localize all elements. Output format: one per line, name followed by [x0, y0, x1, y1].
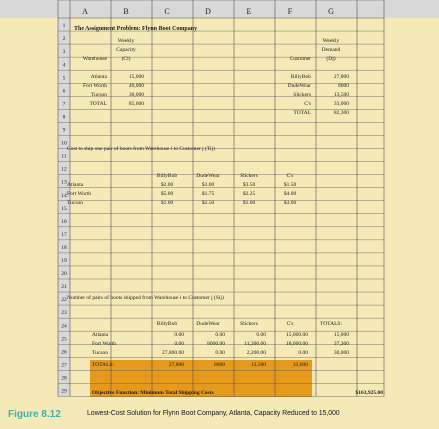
shipped-customer-header: C's — [286, 321, 294, 327]
row-number: 26 — [61, 349, 67, 356]
shipped-totals-header: TOTALS: — [319, 321, 343, 327]
cost-customer-header: BillyBob — [156, 173, 178, 179]
customer-name: BillyBob — [290, 74, 311, 80]
row-number: 12 — [61, 166, 67, 173]
row-number: 7 — [62, 101, 66, 108]
column-letter-a: A — [82, 7, 88, 16]
cost-block — [67, 145, 296, 206]
demand-heading-demand: Demand — [321, 47, 341, 53]
objective-value: $163,925.00 — [355, 390, 383, 396]
shipped-cell: 0.00 — [298, 350, 308, 356]
capacity-block — [83, 38, 145, 107]
demand-total-label: TOTAL — [293, 110, 311, 116]
row-number: 20 — [61, 271, 67, 278]
warehouse-name: Fort Worth — [82, 83, 107, 89]
shipped-column-total: 33,000 — [292, 362, 308, 368]
shipped-customer-header: BillyBob — [156, 321, 178, 327]
cost-cell: $1.75 — [201, 191, 215, 197]
shipped-customer-header: DudeWear — [196, 321, 220, 327]
demand-total-value: 82,300 — [333, 110, 349, 116]
row-number: 17 — [61, 231, 67, 238]
row-number: 28 — [61, 375, 67, 382]
row-number: 13 — [61, 179, 67, 186]
warehouse-header: Warehouse — [82, 56, 107, 62]
cost-cell: $4.00 — [283, 191, 297, 197]
row-number: 22 — [61, 297, 67, 304]
shipped-cell: 11,300.00 — [244, 341, 266, 347]
row-number: 18 — [61, 244, 67, 251]
cost-cell: $2.25 — [242, 191, 256, 197]
shipped-customer-header: Slickers — [240, 321, 258, 327]
row-number: 6 — [62, 88, 66, 95]
shipped-cell: 18,000.00 — [286, 341, 308, 347]
row-number: 4 — [62, 62, 66, 69]
warehouse-name: Atlanta — [90, 74, 107, 80]
column-letter-b: B — [123, 7, 129, 16]
demand-value: 27,800 — [333, 74, 349, 80]
capacity-ci-label: (Ci) — [121, 56, 131, 62]
row-number: 15 — [61, 205, 67, 212]
row-number: 16 — [61, 218, 67, 225]
row-number: 10 — [61, 140, 67, 147]
cost-cell: $1.00 — [242, 200, 256, 206]
shipped-row-total: 15,000 — [333, 332, 349, 338]
shipped-column-total: 13,500 — [250, 362, 266, 368]
demand-heading-weekly: Weekly — [322, 38, 340, 44]
cost-cell: $1.00 — [160, 200, 174, 206]
row-number: 14 — [61, 192, 67, 199]
cost-warehouse-name: Fort Worth — [67, 191, 92, 197]
shipped-cell: 8000.00 — [207, 341, 225, 347]
shipped-cell: 0.00 — [215, 332, 225, 338]
cost-cell: $3.50 — [242, 182, 256, 188]
demand-value: 33,000 — [333, 101, 349, 107]
cost-warehouse-name: Atlanta — [67, 182, 84, 188]
cost-cell: $2.00 — [160, 182, 174, 188]
shipped-row-total: 30,000 — [333, 350, 349, 356]
shipped-column-total: 8000 — [214, 362, 225, 368]
column-letter-d: D — [205, 7, 211, 16]
shipped-cell: 0.00 — [256, 332, 266, 338]
capacity-heading-weekly: Weekly — [117, 38, 135, 44]
column-letter-f: F — [287, 7, 293, 16]
column-letter-c: C — [164, 7, 170, 16]
customer-header: Customer — [289, 56, 311, 62]
demand-value: 13,500 — [333, 92, 349, 98]
row-number: 11 — [61, 153, 67, 160]
row-number: 21 — [61, 284, 67, 291]
row-number: 8 — [62, 114, 66, 121]
cost-customer-header: DudeWear — [196, 173, 220, 179]
customer-name: C's — [304, 101, 311, 107]
customer-name: DudeWear — [287, 83, 311, 89]
capacity-value: 15,000 — [128, 74, 144, 80]
shipped-cell: 27,800.00 — [162, 350, 184, 356]
cost-heading: Cost to ship one pair of boots from Warehouse i to Customer j (Tij) — [67, 146, 215, 152]
row-number: 9 — [62, 127, 66, 134]
capacity-value: 40,000 — [128, 83, 144, 89]
capacity-value: 30,000 — [128, 92, 144, 98]
cost-cell: $1.50 — [283, 182, 297, 188]
shipped-cell: 2,200.00 — [246, 350, 266, 356]
cost-warehouse-name: Tucson — [67, 200, 83, 206]
column-letter-g: G — [328, 7, 334, 16]
row-number: 24 — [61, 323, 67, 330]
column-header-bar-inner — [58, 0, 384, 18]
warehouse-name: Tucson — [91, 92, 107, 98]
figure-caption: Lowest-Cost Solution for Flynn Boot Company, Atlanta, Capacity Reduced to 15,000 — [87, 410, 340, 417]
capacity-heading-capacity: Capacity — [116, 47, 136, 53]
cost-customer-header: Slickers — [240, 173, 258, 179]
capacity-total-label: TOTAL — [89, 101, 107, 107]
shipped-cell: 0.00 — [174, 341, 184, 347]
row-number: 23 — [61, 310, 67, 317]
shipped-warehouse-name: Fort Worth — [92, 341, 117, 347]
cost-cell: $2.50 — [201, 200, 215, 206]
row-number: 27 — [61, 362, 67, 369]
cost-customer-header: C's — [286, 173, 294, 179]
demand-value: 8000 — [338, 83, 349, 89]
row-number: 19 — [61, 258, 67, 265]
demand-block — [288, 38, 350, 116]
cost-cell: $5.00 — [160, 191, 174, 197]
row-number: 2 — [62, 36, 66, 43]
cost-cell: $3.00 — [283, 200, 297, 206]
objective-label: Objective Function: Minimum Total Shipping Costs — [92, 390, 214, 396]
column-letter-e: E — [246, 7, 252, 16]
shipped-cell: 0.00 — [174, 332, 184, 338]
figure-label: Figure 8.12 — [8, 409, 61, 420]
shipped-warehouse-name: Tucson — [92, 350, 108, 356]
shipped-heading: Number of pairs of boots shipped from Warehouse i to Customer j (Sij) — [67, 295, 224, 301]
shipped-cell: 15,000.00 — [286, 332, 308, 338]
demand-dj-label: (Dj) — [326, 56, 336, 62]
row-number: 3 — [62, 49, 66, 56]
shipped-row-total: 37,300 — [333, 341, 349, 347]
shipped-totals-label: TOTALS: — [92, 362, 115, 368]
shipped-column-total: 27,800 — [168, 362, 184, 368]
row-number: 29 — [61, 388, 67, 395]
capacity-total-value: 85,000 — [128, 101, 144, 107]
row-number: 5 — [62, 75, 66, 82]
shipped-cell: 0.00 — [215, 350, 225, 356]
row-number: 25 — [61, 336, 67, 343]
row-number: 1 — [62, 23, 66, 30]
cost-cell: $3.00 — [201, 182, 215, 188]
sheet-title: The Assignment Problem: Flynn Boot Company — [74, 26, 198, 32]
shipped-warehouse-name: Atlanta — [92, 332, 109, 338]
customer-name: Slickers — [293, 92, 311, 98]
